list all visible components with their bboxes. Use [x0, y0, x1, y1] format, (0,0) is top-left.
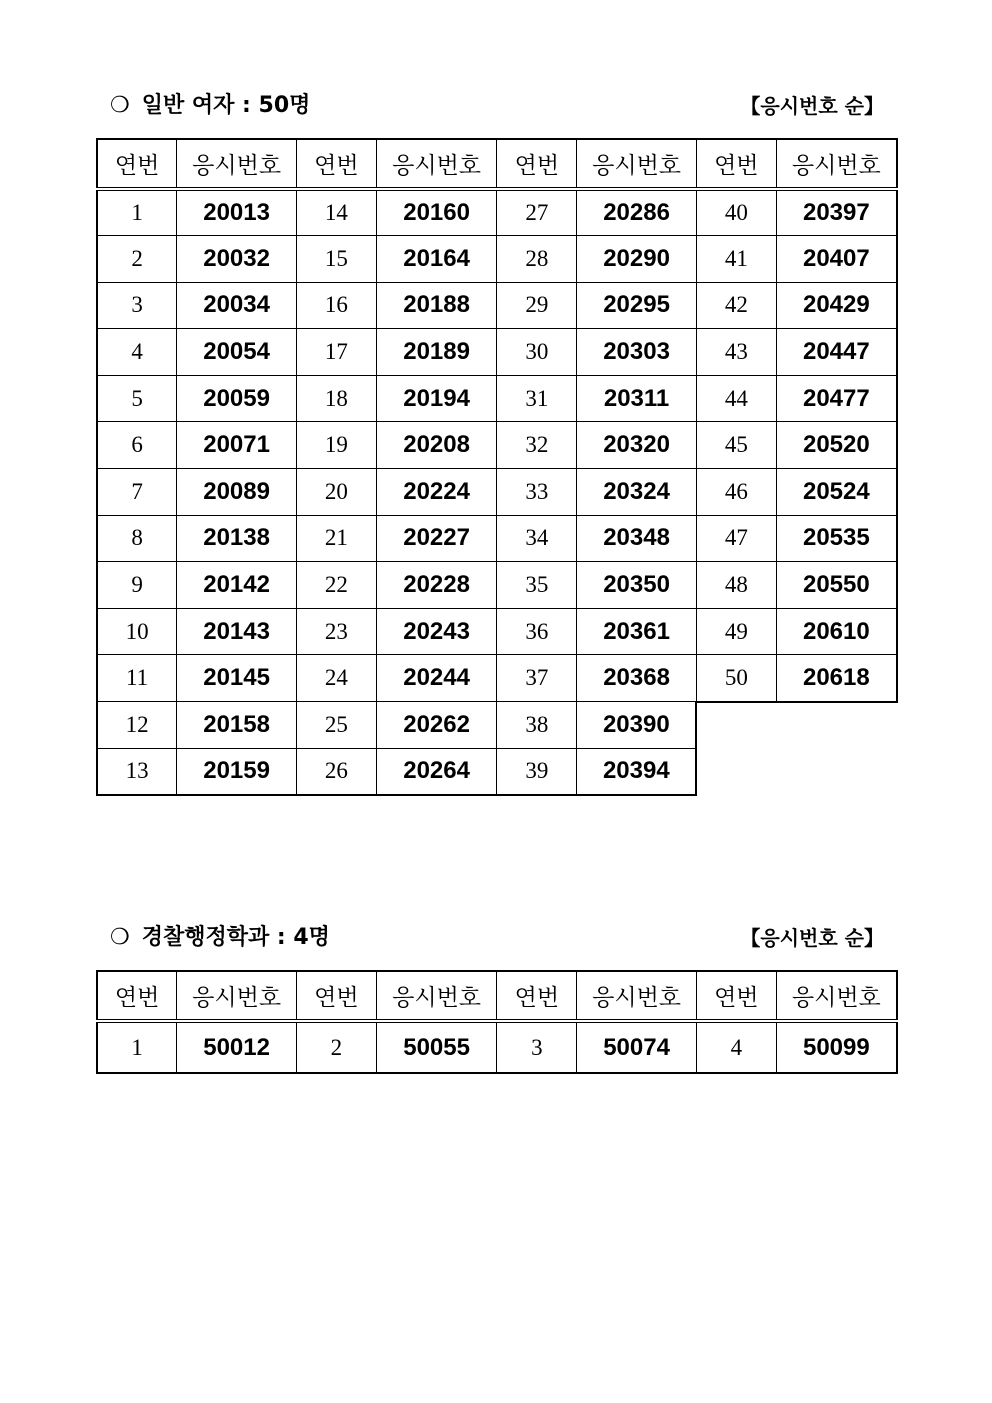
exam-number-cell: 20618 [776, 655, 897, 702]
circle-bullet-icon: ❍ [110, 93, 130, 118]
exam-number-cell: 20208 [376, 422, 497, 469]
exam-number-cell: 20264 [376, 748, 497, 795]
exam-number-cell: 20524 [776, 469, 897, 516]
table-row [97, 189, 897, 236]
serial-number-cell: 20 [296, 469, 376, 516]
header-no: 연번 [497, 139, 577, 189]
exam-number-cell: 20535 [776, 515, 897, 562]
table-row [97, 375, 897, 422]
header-row [97, 139, 897, 189]
table-row [97, 422, 897, 469]
exam-number-cell: 20477 [776, 375, 897, 422]
section-general-female [96, 88, 898, 796]
table-row [97, 748, 897, 795]
table-row [97, 515, 897, 562]
serial-number-cell: 43 [696, 329, 776, 376]
section-heading [96, 920, 898, 956]
table-row [97, 608, 897, 655]
exam-number-cell: 20262 [376, 702, 497, 749]
exam-number-cell: 20138 [177, 515, 297, 562]
serial-number-cell: 50 [696, 655, 776, 702]
serial-number-cell: 21 [296, 515, 376, 562]
exam-number-cell: 20397 [776, 189, 897, 236]
empty-cell [696, 702, 776, 749]
table-row [97, 562, 897, 609]
exam-number-cell: 20320 [577, 422, 697, 469]
exam-number-cell: 20158 [177, 702, 297, 749]
serial-number-cell: 34 [497, 515, 577, 562]
serial-number-cell: 6 [97, 422, 177, 469]
header-id: 응시번호 [376, 139, 497, 189]
exam-number-cell: 20550 [776, 562, 897, 609]
exam-number-cell: 20089 [177, 469, 297, 516]
section-title-text: 일반 여자 : 50명 [141, 93, 311, 118]
empty-cell [776, 748, 897, 795]
serial-number-cell: 4 [696, 1021, 776, 1073]
exam-number-cell: 20054 [177, 329, 297, 376]
exam-number-cell: 20368 [577, 655, 697, 702]
serial-number-cell: 36 [497, 608, 577, 655]
exam-number-cell: 20394 [577, 748, 697, 795]
exam-number-cell: 20034 [177, 282, 297, 329]
exam-number-cell: 20350 [577, 562, 697, 609]
exam-number-cell: 20324 [577, 469, 697, 516]
serial-number-cell: 33 [497, 469, 577, 516]
exam-number-cell: 20013 [177, 189, 297, 236]
serial-number-cell: 19 [296, 422, 376, 469]
serial-number-cell: 35 [497, 562, 577, 609]
serial-number-cell: 14 [296, 189, 376, 236]
serial-number-cell: 10 [97, 608, 177, 655]
serial-number-cell: 28 [497, 236, 577, 283]
exam-number-cell: 20142 [177, 562, 297, 609]
empty-cell [696, 748, 776, 795]
header-id: 응시번호 [177, 971, 297, 1021]
serial-number-cell: 24 [296, 655, 376, 702]
serial-number-cell: 49 [696, 608, 776, 655]
table-row [97, 655, 897, 702]
serial-number-cell: 41 [696, 236, 776, 283]
serial-number-cell: 4 [97, 329, 177, 376]
table-row [97, 702, 897, 749]
exam-number-cell: 20228 [376, 562, 497, 609]
table-row [97, 469, 897, 516]
exam-number-cell: 50012 [177, 1021, 297, 1073]
serial-number-cell: 47 [696, 515, 776, 562]
exam-number-cell: 20286 [577, 189, 697, 236]
roster-table [96, 138, 898, 796]
header-id: 응시번호 [577, 139, 697, 189]
header-id: 응시번호 [776, 139, 897, 189]
table-row [97, 1021, 897, 1073]
serial-number-cell: 32 [497, 422, 577, 469]
header-id: 응시번호 [376, 971, 497, 1021]
header-no: 연번 [696, 139, 776, 189]
serial-number-cell: 30 [497, 329, 577, 376]
exam-number-cell: 20244 [376, 655, 497, 702]
serial-number-cell: 3 [497, 1021, 577, 1073]
serial-number-cell: 2 [296, 1021, 376, 1073]
serial-number-cell: 22 [296, 562, 376, 609]
exam-number-cell: 20059 [177, 375, 297, 422]
header-no: 연번 [696, 971, 776, 1021]
exam-number-cell: 20290 [577, 236, 697, 283]
exam-number-cell: 20194 [376, 375, 497, 422]
serial-number-cell: 1 [97, 1021, 177, 1073]
serial-number-cell: 26 [296, 748, 376, 795]
table-row [97, 329, 897, 376]
serial-number-cell: 46 [696, 469, 776, 516]
empty-cell [776, 702, 897, 749]
serial-number-cell: 11 [97, 655, 177, 702]
serial-number-cell: 25 [296, 702, 376, 749]
exam-number-cell: 20032 [177, 236, 297, 283]
section-title-text: 경찰행정학과 : 4명 [141, 925, 330, 950]
serial-number-cell: 39 [497, 748, 577, 795]
serial-number-cell: 23 [296, 608, 376, 655]
serial-number-cell: 5 [97, 375, 177, 422]
header-id: 응시번호 [776, 971, 897, 1021]
exam-number-cell: 20143 [177, 608, 297, 655]
section-heading [96, 88, 898, 124]
serial-number-cell: 16 [296, 282, 376, 329]
exam-number-cell: 20311 [577, 375, 697, 422]
exam-number-cell: 50099 [776, 1021, 897, 1073]
exam-number-cell: 20361 [577, 608, 697, 655]
serial-number-cell: 1 [97, 189, 177, 236]
order-note: 【응시번호 순】 [740, 94, 884, 118]
serial-number-cell: 15 [296, 236, 376, 283]
exam-number-cell: 20071 [177, 422, 297, 469]
exam-number-cell: 20295 [577, 282, 697, 329]
section-police-admin [96, 920, 898, 1074]
exam-number-cell: 20160 [376, 189, 497, 236]
serial-number-cell: 45 [696, 422, 776, 469]
serial-number-cell: 38 [497, 702, 577, 749]
header-no: 연번 [296, 971, 376, 1021]
serial-number-cell: 13 [97, 748, 177, 795]
exam-number-cell: 20145 [177, 655, 297, 702]
header-no: 연번 [497, 971, 577, 1021]
exam-number-cell: 20429 [776, 282, 897, 329]
exam-number-cell: 20224 [376, 469, 497, 516]
exam-number-cell: 20164 [376, 236, 497, 283]
serial-number-cell: 7 [97, 469, 177, 516]
serial-number-cell: 17 [296, 329, 376, 376]
serial-number-cell: 2 [97, 236, 177, 283]
exam-number-cell: 50055 [376, 1021, 497, 1073]
serial-number-cell: 18 [296, 375, 376, 422]
section-title [110, 920, 330, 951]
header-no: 연번 [97, 139, 177, 189]
exam-number-cell: 20159 [177, 748, 297, 795]
serial-number-cell: 12 [97, 702, 177, 749]
header-id: 응시번호 [177, 139, 297, 189]
order-note: 【응시번호 순】 [740, 926, 884, 950]
serial-number-cell: 44 [696, 375, 776, 422]
serial-number-cell: 37 [497, 655, 577, 702]
serial-number-cell: 27 [497, 189, 577, 236]
table-row [97, 236, 897, 283]
exam-number-cell: 20610 [776, 608, 897, 655]
header-row [97, 971, 897, 1021]
exam-number-cell: 20189 [376, 329, 497, 376]
serial-number-cell: 31 [497, 375, 577, 422]
table-row [97, 282, 897, 329]
exam-number-cell: 20520 [776, 422, 897, 469]
header-id: 응시번호 [577, 971, 697, 1021]
exam-number-cell: 20227 [376, 515, 497, 562]
exam-number-cell: 20348 [577, 515, 697, 562]
exam-number-cell: 20447 [776, 329, 897, 376]
serial-number-cell: 40 [696, 189, 776, 236]
circle-bullet-icon: ❍ [110, 925, 130, 950]
serial-number-cell: 48 [696, 562, 776, 609]
serial-number-cell: 8 [97, 515, 177, 562]
header-no: 연번 [296, 139, 376, 189]
serial-number-cell: 42 [696, 282, 776, 329]
roster-table [96, 970, 898, 1074]
exam-number-cell: 20188 [376, 282, 497, 329]
serial-number-cell: 29 [497, 282, 577, 329]
exam-number-cell: 20303 [577, 329, 697, 376]
serial-number-cell: 3 [97, 282, 177, 329]
header-no: 연번 [97, 971, 177, 1021]
exam-number-cell: 20390 [577, 702, 697, 749]
exam-number-cell: 50074 [577, 1021, 697, 1073]
serial-number-cell: 9 [97, 562, 177, 609]
section-title [110, 88, 310, 119]
exam-number-cell: 20407 [776, 236, 897, 283]
exam-number-cell: 20243 [376, 608, 497, 655]
